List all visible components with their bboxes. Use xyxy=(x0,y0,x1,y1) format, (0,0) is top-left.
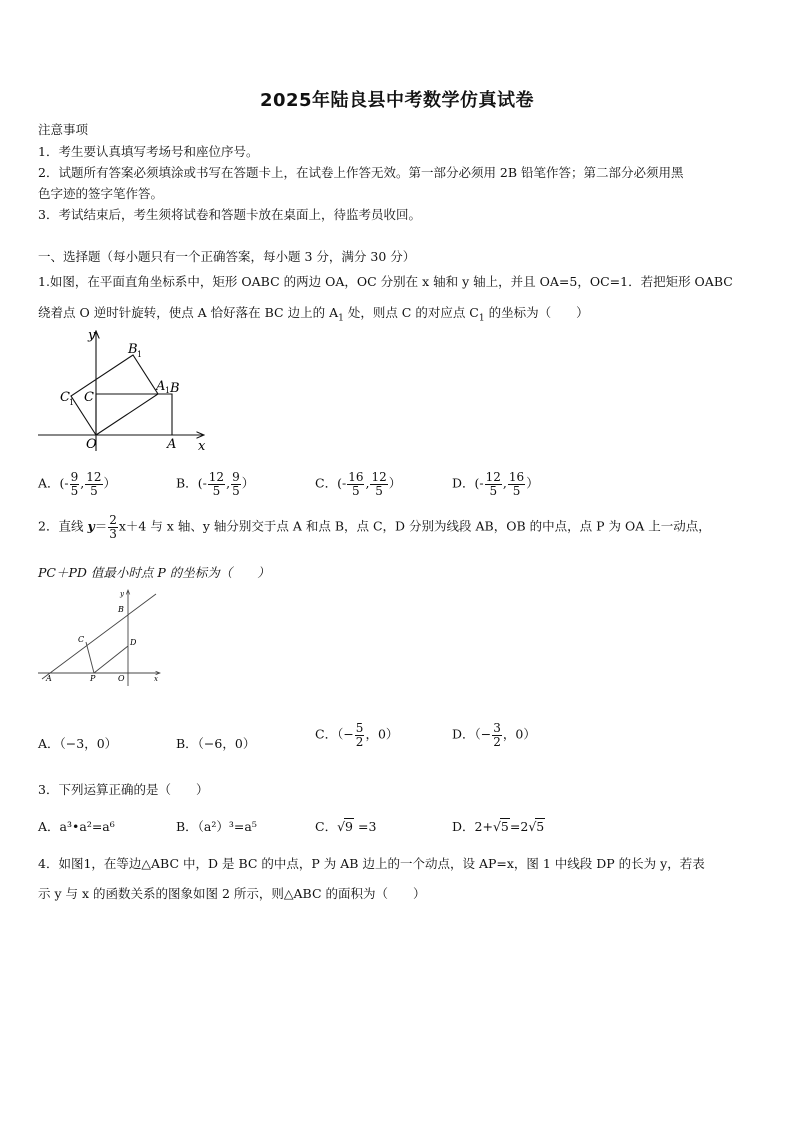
q1-option-b[interactable]: B．(- $\frac{12}{5}$ , $\frac{9}{5}$ ） xyxy=(176,470,255,498)
q3-stem: 3．下列运算正确的是（ ） xyxy=(38,782,209,797)
q1-option-a[interactable]: A．(- $\frac{9}{5}$ , $\frac{12}{5}$ ） xyxy=(38,470,117,498)
q2-stem-line2: PC＋PD 值最小时点 P 的坐标为（ ） xyxy=(38,565,270,580)
q4-stem-line2: 示 y 与 x 的函数关系的图象如图 2 所示，则△ABC 的面积为（ ） xyxy=(38,886,426,901)
q2-option-d[interactable]: D．（− $\frac{3}{2}$ ，0） xyxy=(452,721,536,749)
sqrt-symbol: √ xyxy=(492,819,501,834)
notes-heading: 注意事项 xyxy=(38,122,89,137)
q4-stem-line1: 4．如图1，在等边△ABC 中，D 是 BC 的中点，P 为 AB 边上的一个动点，设 AP=x，图 1 中线段 DP 的长为 y，若表 xyxy=(38,856,705,871)
label-d: D xyxy=(130,638,137,647)
q3-option-a[interactable]: A．a³•a²=a⁶ xyxy=(38,819,115,834)
label-a1-sub: 1 xyxy=(165,386,171,395)
note-item: 1．考生要认真填写考场号和座位序号。 xyxy=(38,144,259,159)
label-y: y xyxy=(120,590,124,598)
section-heading: 一、选择题（每小题只有一个正确答案，每小题 3 分，满分 30 分） xyxy=(38,249,416,264)
label-p: P xyxy=(90,674,96,683)
q2-stem-line1: 2．直线 y＝ $\frac{2}{3}$ x＋4 与 x 轴、y 轴分别交于点 A 和点 B，点 C，D 分别为线段 AB，OB 的中点，点 P 为 OA 上一动点， xyxy=(38,513,711,541)
label-o: O xyxy=(118,674,125,683)
q2-option-c[interactable]: C．（− $\frac{5}{2}$ ，0） xyxy=(315,721,399,749)
rectangle-oabc xyxy=(96,394,172,435)
label-c: C xyxy=(84,390,94,405)
label-a: A xyxy=(46,674,52,683)
q1-stem-line2: 绕着点 O 逆时针旋转，使点 A 恰好落在 BC 边上的 $A_1$ 处，则点 C 的对应点 $C_1$ 的坐标为（ ） xyxy=(38,305,589,324)
q2-figure xyxy=(36,586,166,688)
label-y: y xyxy=(88,328,96,343)
q1-option-c[interactable]: C．(- $\frac{16}{5}$ , $\frac{12}{5}$ ） xyxy=(315,470,402,498)
line-ab xyxy=(42,594,156,679)
page-title: 2025年陆良县中考数学仿真试卷 xyxy=(259,90,535,111)
q3-option-c[interactable]: C．√9 =3 xyxy=(315,819,377,834)
label-b1-sub: 1 xyxy=(137,350,143,359)
label-c1: C xyxy=(60,390,70,405)
label-c1-sub: 1 xyxy=(69,398,75,407)
q1-option-d[interactable]: D．(- $\frac{12}{5}$ , $\frac{16}{5}$ ） xyxy=(452,470,539,498)
label-b: B xyxy=(118,605,124,614)
note-item: 2．试题所有答案必须填涂或书写在答题卡上，在试卷上作答无效。第一部分必须用 2B 铅笔作答；第二部分必须用黑 xyxy=(38,165,684,180)
label-c: C xyxy=(78,635,85,644)
label-b1: B xyxy=(128,342,138,357)
q3-option-d[interactable]: D．2+√5=2√5 xyxy=(452,819,545,834)
segment-pd xyxy=(94,646,128,673)
sqrt-symbol: √ xyxy=(337,819,346,834)
q3-option-b[interactable]: B．（a²）³=a⁵ xyxy=(176,819,257,834)
label-a1: A xyxy=(156,379,166,394)
q2-option-b[interactable]: B．（−6，0） xyxy=(176,736,256,751)
sqrt-symbol: √ xyxy=(528,819,537,834)
label-x: x xyxy=(198,439,206,454)
label-x: x xyxy=(154,675,158,683)
label-a: A xyxy=(167,437,177,452)
q2-option-a[interactable]: A．（−3，0） xyxy=(38,736,118,751)
label-b: B xyxy=(170,381,180,396)
note-item: 色字迹的签字笔作答。 xyxy=(38,186,164,201)
segment-pc xyxy=(86,642,94,673)
label-o: O xyxy=(86,437,97,452)
q1-stem-line1: 1.如图，在平面直角坐标系中，矩形 OABC 的两边 OA，OC 分别在 x 轴和 y 轴上，并且 OA=5，OC=1．若把矩形 OABC xyxy=(38,274,733,289)
note-item: 3．考试结束后，考生须将试卷和答题卡放在桌面上，待监考员收回。 xyxy=(38,207,421,222)
q1-figure xyxy=(34,323,214,455)
